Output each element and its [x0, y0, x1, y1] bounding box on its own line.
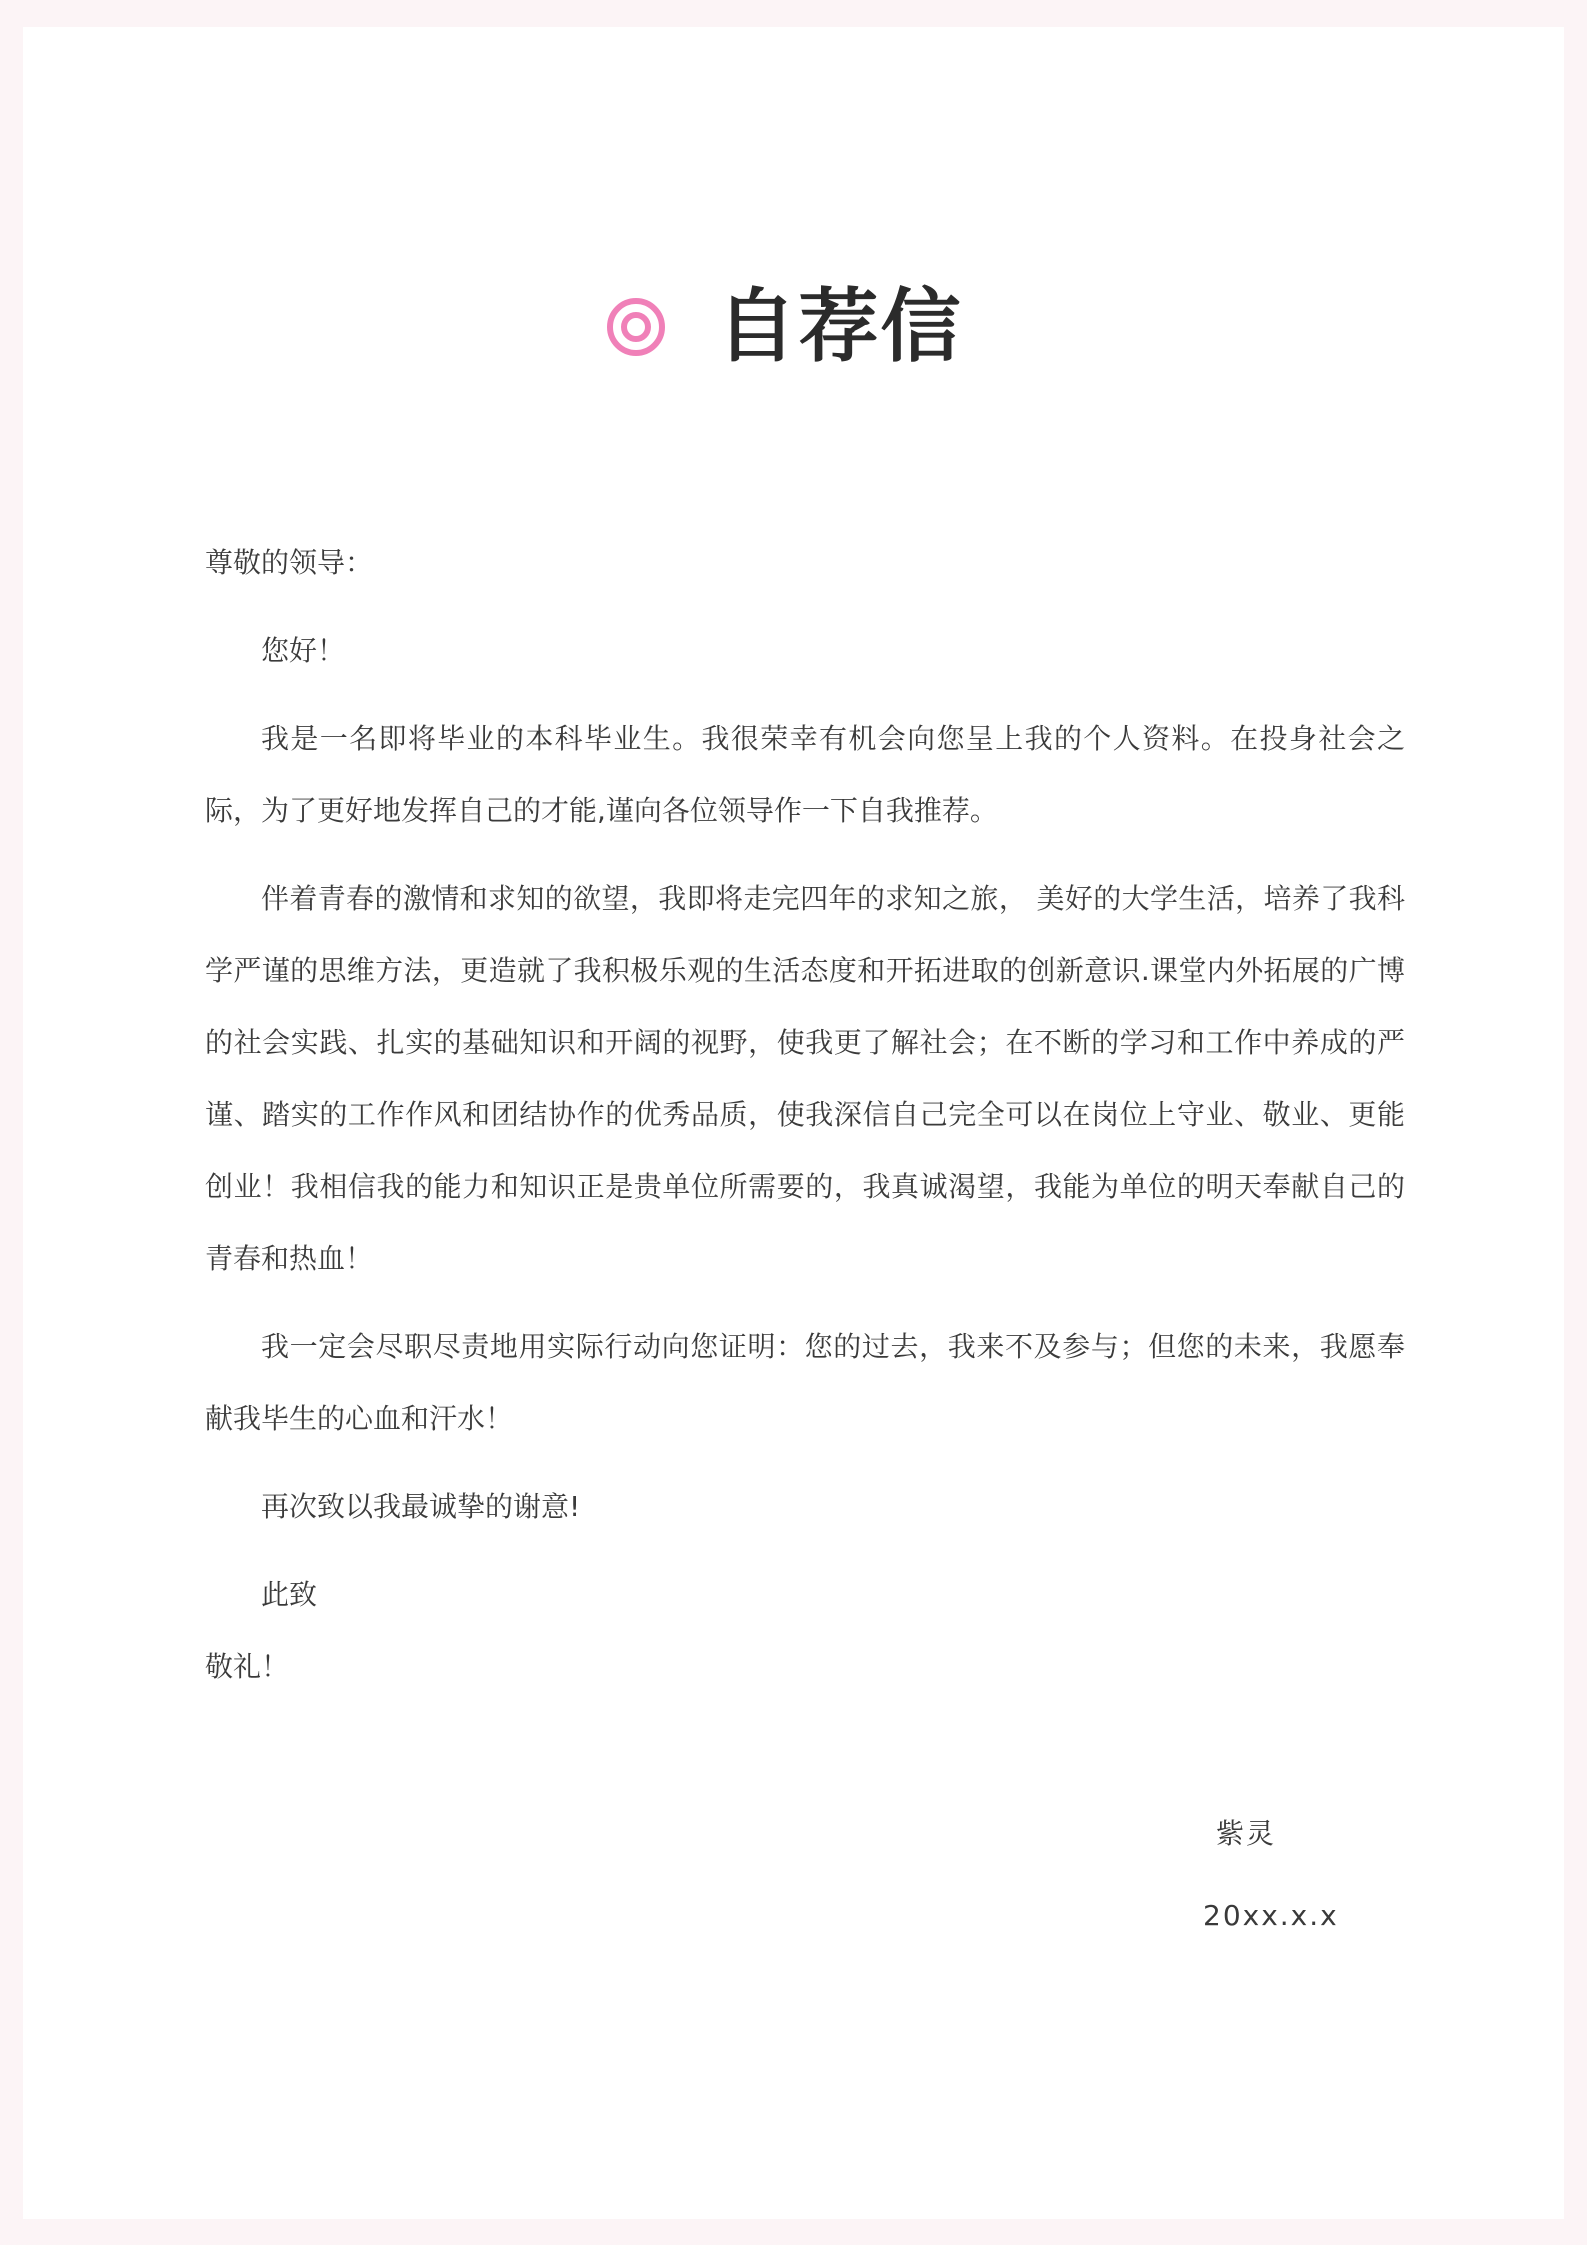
title-row	[23, 277, 1564, 377]
closing-line-1: 此致	[261, 1578, 318, 1611]
letter-date: 20xx.x.x	[1203, 1899, 1339, 1932]
paragraph-thanks: 再次致以我最诚挚的谢意!	[261, 1490, 581, 1523]
letter-body	[205, 527, 1405, 1703]
paragraph-intro: 我是一名即将毕业的本科毕业生。我很荣幸有机会向您呈上我的个人资料。在投身社会之际，为了更好地发挥自己的才能,谨向各位领导作一下自我推荐。	[205, 722, 1405, 827]
target-circle-icon	[605, 296, 667, 358]
signer-name: 紫灵	[1216, 1817, 1277, 1850]
salutation: 尊敬的领导：	[205, 546, 374, 579]
page-title: 自荐信	[716, 280, 963, 373]
closing-line-2: 敬礼！	[205, 1650, 290, 1683]
paragraph-commitment: 我一定会尽职尽责地用实际行动向您证明：您的过去，我来不及参与；但您的未来，我愿奉献我毕生的心血和汗水！	[205, 1330, 1405, 1435]
greeting: 您好！	[261, 634, 346, 667]
paragraph-experience: 伴着青春的激情和求知的欲望，我即将走完四年的求知之旅， 美好的大学生活，培养了我科学严谨的思维方法，更造就了我积极乐观的生活态度和开拓进取的创新意识.课堂内外拓展的广博的社会实践、扎实的基础知识和开阔的视野，使我更了解社会；在不断的学习和工作中养成的严谨、踏实的工作作风和团结协作的优秀品质，使我深信自己完全可以在岗位上守业、敬业、更能创业！我相信我的能力和知识正是贵单位所需要的，我真诚渴望，我能为单位的明天奉献自己的青春和热血！	[205, 882, 1405, 1275]
letter-page	[23, 27, 1564, 2219]
